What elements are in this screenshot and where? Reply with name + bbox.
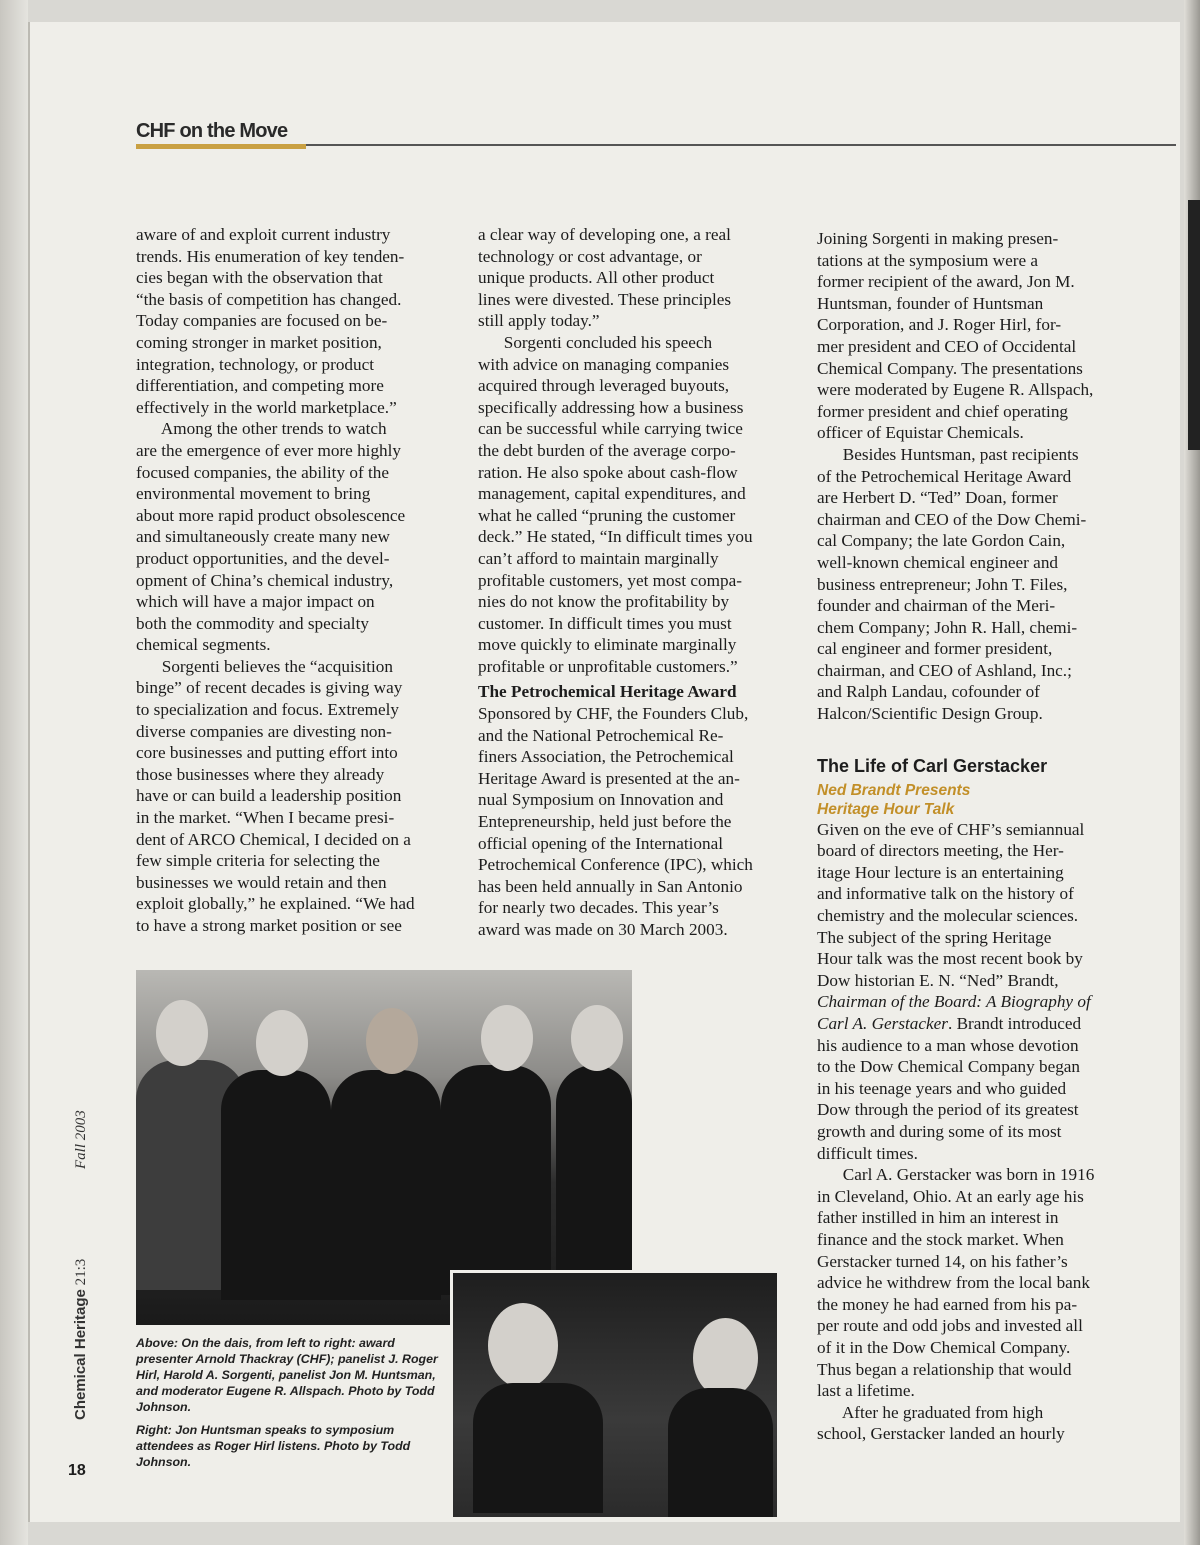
magazine-name: Chemical Heritage (72, 1289, 89, 1420)
person (221, 1070, 331, 1300)
text: Given on the eve of CHF’s semiannual board of directors meeting, the Her- itage Hour lecture is an entertaining and informative talk on the history of chemistry and the molecular sciences. The subject of the spring Heritage Hour talk was the most recent book by Dow historian E. N. “Ned” Brandt, (817, 819, 1085, 990)
paragraph: Sorgenti believes the “acquisition binge” of recent decades is giving way to specialization and focus. Extremely diverse companies are divesting non- core businesses and putting effort into those businesses where they already have or can build a leadership position in the market. “When I became presi- dent of ARCO Chemical, I decided on a few simple criteria for selecting the businesses we would retain and then exploit globally,” he explained. “We had to have a strong market position or see (136, 656, 415, 935)
paragraph: After he graduated from high school, Gerstacker landed an hourly (817, 1402, 1065, 1444)
person-head (256, 1010, 308, 1076)
paragraph: Carl A. Gerstacker was born in 1916 in Cleveland, Ohio. At an early age his father instilled in him an interest in finance and the stock market. When Gerstacker turned 14, on his father’s advice he withdrew from the local bank the money he had earned from his pa- per route and odd jobs and invested all of it in the Dow Chemical Company. Thus began a relationship that would last a lifetime. (817, 1165, 1095, 1401)
text: . Brandt introduced his audience to a man whose devotion to the Dow Chemical Company began in his teenage years and who guided Dow through the period of its greatest growth and during some of its most difficult times. (817, 1014, 1082, 1163)
paragraph: Sponsored by CHF, the Founders Club, and the National Petrochemical Re- finers Association, the Petrochemical Heritage Award is presented at the an- nual Symposium on Innovation and Entepreneurship, held just before the official opening of the International Petrochemical Conference (IPC), which has been held annually in San Antonio for nearly two decades. This year’s award was made on 30 March 2003. (478, 704, 753, 939)
paragraph: Among the other trends to watch are the emergence of ever more highly focused companies, the ability of the environmental movement to bring about more rapid product obsolescence and simultaneously create many new product opportunities, and the devel- opment of China’s chemical industry, which will have a major impact on both the commodity and specialty chemical segments. (136, 419, 406, 655)
column-1 (136, 224, 415, 937)
person (668, 1388, 773, 1518)
article-subheading: Ned Brandt Presents Heritage Hour Talk (817, 781, 971, 818)
magazine-issue (72, 1259, 90, 1420)
column-3 (817, 228, 1094, 1445)
person-head (366, 1008, 418, 1074)
binding-gutter (0, 0, 28, 1545)
photo-captions (136, 1335, 442, 1477)
person-head (481, 1005, 533, 1071)
header-rule (306, 144, 1176, 146)
paragraph: a clear way of developing one, a real technology or cost advantage, or unique products. All other product lines were divested. These principles still apply today.” (478, 225, 732, 331)
paragraph: Besides Huntsman, past recipients of the Petrochemical Heritage Award are Herbert D. “Ted” Doan, former chairman and CEO of the Dow Chemi- cal Company; the late Gordon Cain, well-known chemical engineer and business entrepreneur; John T. Files, founder and chairman of the Meri- chem Company; John R. Hall, chemi- cal engineer and former president, chairman, and CEO of Ashland, Inc.; and Ralph Landau, cofounder of Halcon/Scientific Design Group. (817, 444, 1087, 724)
section-title-underline (136, 144, 306, 149)
book-title: Chairman of the Board: A Biography of Carl A. Gerstacker (817, 992, 1091, 1033)
paragraph (817, 819, 1094, 1165)
caption-above: Above: On the dais, from left to right: award presenter Arnold Thackray (CHF); panelist J. Roger Hirl, Harold A. Sorgenti, panelist Jon M. Huntsman, and moderator Eugene R. Allspach. Photo by Todd Johnson. (136, 1336, 438, 1414)
award-heading: The Petrochemical Heritage Award (478, 682, 737, 702)
caption-right: Right: Jon Huntsman speaks to symposium attendees as Roger Hirl listens. Photo by Todd Johnson. (136, 1423, 411, 1469)
section-title: CHF on the Move (136, 120, 288, 142)
person-head (488, 1303, 558, 1388)
paragraph: aware of and exploit current industry trends. His enumeration of key tenden- cies began with the observation that “the basis of competition has changed. Today companies are focused on be- coming stronger in market position, integration, technology, or product differentiation, and competing more effectively in the world marketplace.” (136, 225, 405, 417)
person (331, 1070, 441, 1300)
column-2 (478, 224, 753, 941)
next-page-edge-mark (1188, 200, 1200, 450)
paragraph: Joining Sorgenti in making presen- tations at the symposium were a former recipient of the award, Jon M. Huntsman, founder of Huntsman Corporation, and J. Roger Hirl, for- mer president and CEO of Occidental Chemical Company. The presentations were moderated by Eugene R. Allspach, former president and chief operating officer of Equistar Chemicals. (817, 229, 1094, 443)
paragraph: Sorgenti concluded his speech with advice on managing companies acquired through leveraged buyouts, specifically addressing how a business can be successful while carrying twice the debt burden of the average corpo- ration. He also spoke about cash-flow management, capital expenditures, and what he called “pruning the customer deck.” He stated, “In difficult times you can’t afford to maintain marginally profitable customers, yet most compa- nies do not know the profitability by customer. In difficult times you must move quickly to eliminate marginally profitable or unprofitable customers.” (478, 332, 753, 676)
person-head (693, 1318, 758, 1398)
person (473, 1383, 603, 1513)
photo-huntsman-speaking (450, 1270, 780, 1520)
issue-season: Fall 2003 (73, 1110, 89, 1169)
person-head (571, 1005, 623, 1071)
article-heading: The Life of Carl Gerstacker (817, 755, 1048, 776)
person-head (156, 1000, 208, 1066)
page-number: 18 (68, 1462, 86, 1479)
issue-number: 21:3 (73, 1258, 89, 1286)
running-footer (72, 1110, 90, 1420)
person (441, 1065, 551, 1295)
person (556, 1065, 632, 1295)
